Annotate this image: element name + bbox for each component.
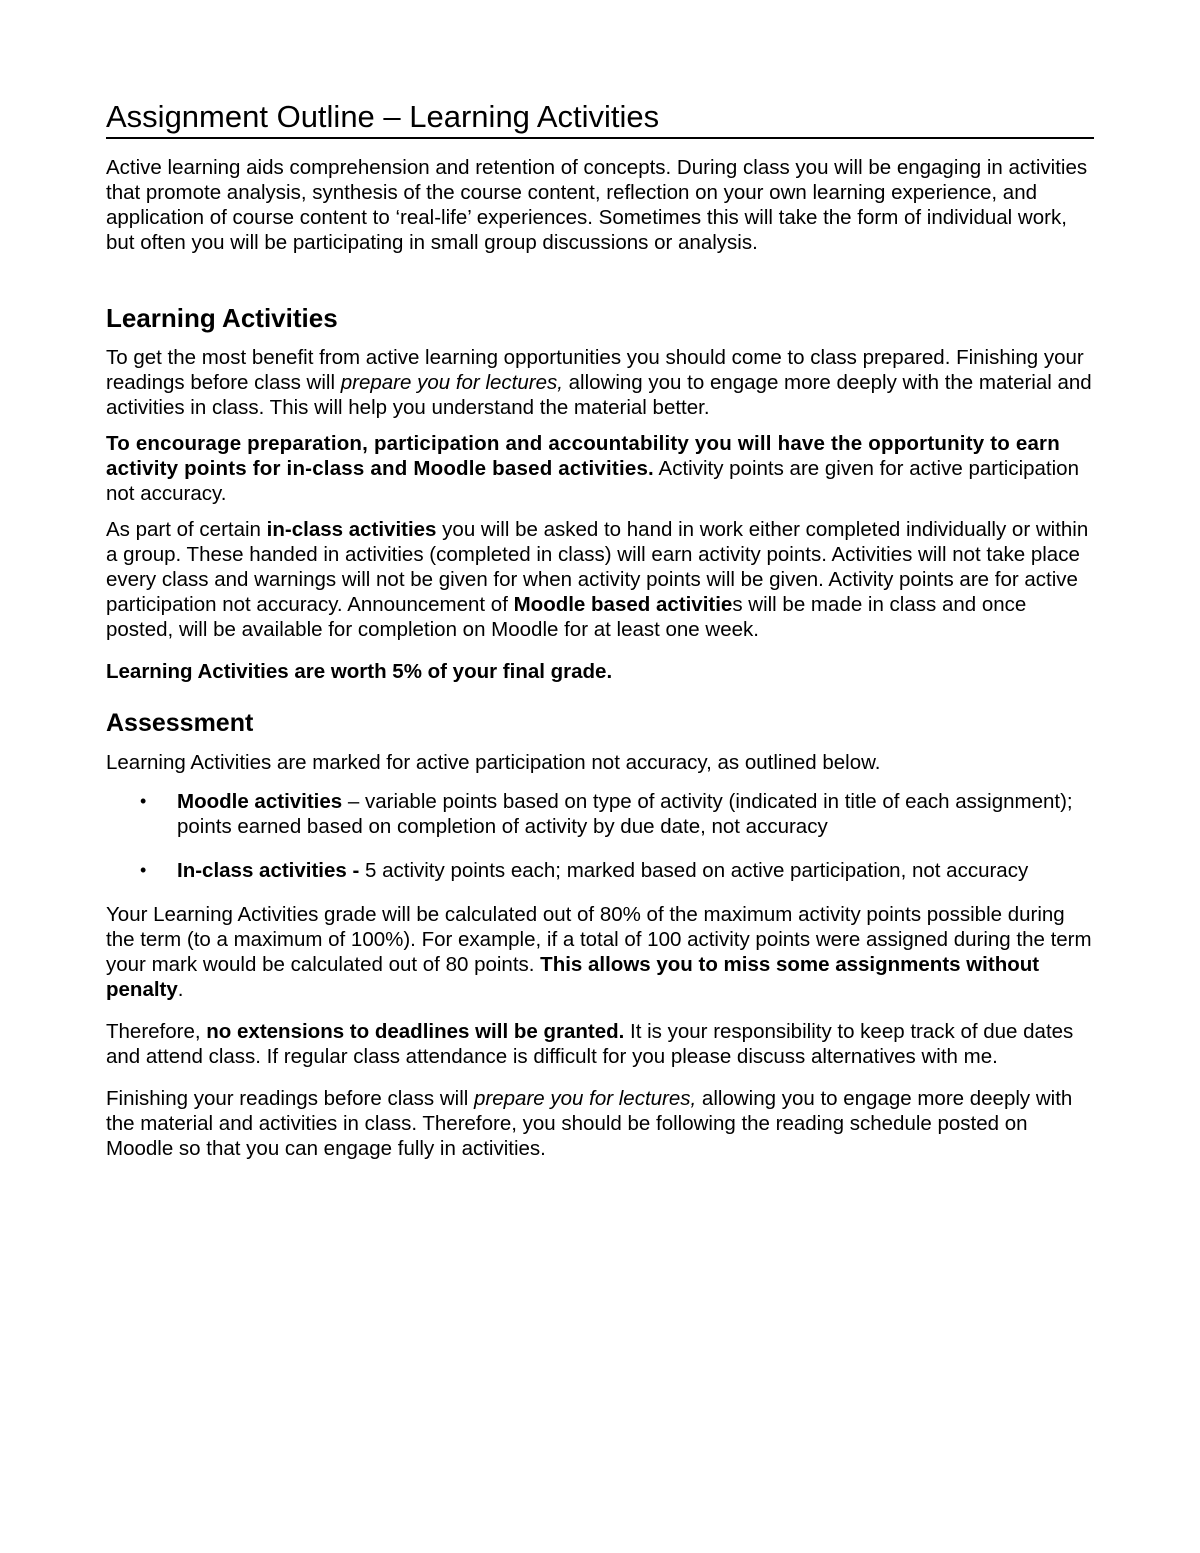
bullet-icon: • [140,791,147,811]
bold-run: Moodle activities [177,790,343,813]
bold-run: In-class activities - [177,859,360,882]
bold-run: To encourage preparation, participation and accountability you will have the opportunity to earn activity points for in-class and Moodle based activities. [106,432,1060,480]
text-run: . [177,978,184,1001]
learning-activities-heading: Learning Activities [106,303,338,333]
text-run: allowing you to engage more deeply with the material and activities in class. Therefore, you should be following the reading schedule posted on Moodle so that you can engage fully in activities. [106,1087,1073,1160]
grade-paragraph [106,902,1094,1002]
text-run: To get the most benefit from active learning opportunities you should come to class prepared. Finishing your readings before class will [106,346,1084,394]
assessment-list [106,789,1094,883]
in-class-paragraph [106,517,1094,642]
worth-statement [106,659,1094,684]
readings-paragraph [106,1086,1094,1161]
assessment-heading: Assessment [106,709,254,737]
text-run: allowing you to engage more deeply with the material and activities in class. This will help you understand the material better. [106,371,1092,419]
list-item [106,789,1094,839]
text-run: Finishing your readings before class will [106,1087,475,1110]
bullet-icon: • [140,860,147,880]
extensions-paragraph [106,1019,1094,1069]
bold-run: This allows you to miss some assignments without penalty [106,953,1040,1001]
list-item [106,858,1094,883]
text-run: Therefore, [106,1020,207,1043]
bold-run: no extensions to deadlines will be granted. [206,1020,625,1043]
preparation-paragraph [106,345,1094,420]
text-run: – variable points based on type of activity (indicated in title of each assignment); points earned based on completion of activity by due date, not accuracy [177,790,1073,838]
text-run: It is your responsibility to keep track of due dates and attend class. If regular class attendance is difficult for you please discuss alternatives with me. [106,1020,1074,1068]
document-page [106,97,1094,1161]
text-run: you will be asked to hand in work either completed individually or within a group. These handed in activities (completed in class) will earn activity points. Activities will not take place every class and warnings will not be given for when activity points will be given. Activity points are for active participation not accuracy. Announcement of [106,518,1089,616]
bold-run: Learning Activities are worth 5% of your final grade. [106,660,613,683]
text-run: As part of certain [106,518,267,541]
activity-points-paragraph [106,431,1094,506]
text-run: s will be made in class and once posted, will be available for completion on Moodle for at least one week. [106,593,1027,641]
bold-run: in-class activities [266,518,437,541]
page-title: Assignment Outline – Learning Activities [106,97,1094,139]
text-run: Your Learning Activities grade will be calculated out of 80% of the maximum activity points possible during the term (to a maximum of 100%). For example, if a total of 100 activity points were assigned during the term your mark would be calculated out of 80 points. [106,903,1092,976]
italic-run: prepare you for lectures, [474,1087,697,1110]
bold-run: Moodle based activitie [513,593,733,616]
italic-run: prepare you for lectures, [340,371,563,394]
text-run: Activity points are given for active participation not accuracy. [106,457,1079,505]
intro-paragraph: Active learning aids comprehension and retention of concepts. During class you will be engaging in activities that promote analysis, synthesis of the course content, reflection on your own learning experience, and application of course content to ‘real-life’ experiences. Sometimes this will take the form of individual work, but often you will be participating in small group discussions or analysis. [106,156,1088,254]
assessment-lead: Learning Activities are marked for active participation not accuracy, as outlined below. [106,751,881,774]
text-run: 5 activity points each; marked based on active participation, not accuracy [359,859,1029,882]
